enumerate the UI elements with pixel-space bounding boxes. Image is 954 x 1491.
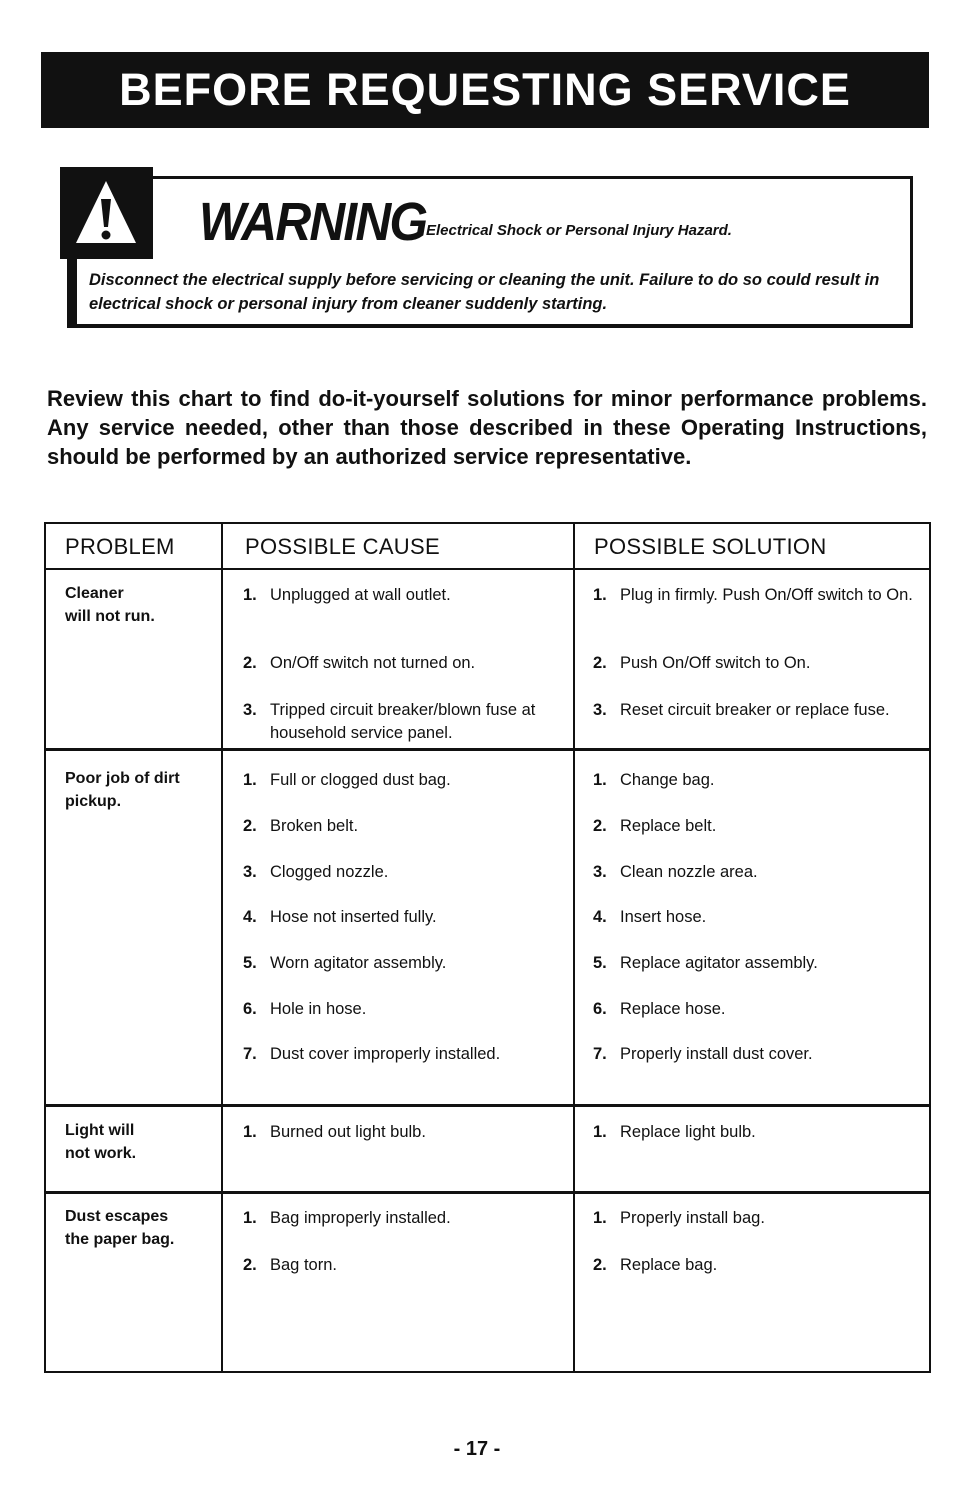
solution-item-text: Replace belt. bbox=[620, 817, 717, 835]
cause-item-number: 7. bbox=[243, 1045, 257, 1063]
cause-item-text: Tripped circuit breaker/blown fuse at household service panel. bbox=[270, 701, 536, 742]
intro-paragraph: Review this chart to find do-it-yourself solutions for minor performance problems. Any service needed, other than those described in these Operating Instructions, should be performed by an authorized service representative. bbox=[47, 386, 927, 469]
solution-item-number: 1. bbox=[593, 586, 607, 604]
header-solution: POSSIBLE SOLUTION bbox=[594, 534, 827, 559]
solution-item bbox=[593, 1254, 923, 1277]
cause-item bbox=[243, 584, 553, 607]
cause-item bbox=[243, 952, 553, 975]
solution-item-text: Insert hose. bbox=[620, 908, 707, 926]
cause-item bbox=[243, 1043, 553, 1066]
solution-item bbox=[593, 998, 923, 1021]
header-problem: PROBLEM bbox=[65, 534, 175, 559]
solution-item-number: 1. bbox=[593, 771, 607, 789]
cause-item bbox=[243, 699, 553, 745]
solution-item-text: Replace hose. bbox=[620, 1000, 726, 1018]
solution-item-text: Properly install dust cover. bbox=[620, 1045, 813, 1063]
row-divider bbox=[46, 748, 929, 751]
solution-item-number: 7. bbox=[593, 1045, 607, 1063]
cause-item bbox=[243, 998, 553, 1021]
problem-cell: Dust escapes the paper bag. bbox=[65, 1208, 175, 1248]
page-title: BEFORE REQUESTING SERVICE bbox=[41, 52, 929, 128]
cause-item-text: Hole in hose. bbox=[270, 1000, 367, 1018]
cause-item-number: 3. bbox=[243, 863, 257, 881]
solution-item bbox=[593, 1121, 923, 1144]
solution-item-text: Change bag. bbox=[620, 771, 715, 789]
cause-item-text: Bag improperly installed. bbox=[270, 1209, 451, 1227]
solution-item-number: 4. bbox=[593, 908, 607, 926]
solution-item-number: 2. bbox=[593, 1256, 607, 1274]
solution-item bbox=[593, 652, 923, 675]
warning-subtitle: Electrical Shock or Personal Injury Hazard. bbox=[426, 222, 732, 239]
solution-item-text: Replace agitator assembly. bbox=[620, 954, 818, 972]
cause-item-number: 3. bbox=[243, 701, 257, 719]
solution-item bbox=[593, 861, 923, 884]
solution-item bbox=[593, 1043, 923, 1066]
cause-item bbox=[243, 769, 553, 792]
solution-item-text: Clean nozzle area. bbox=[620, 863, 758, 881]
solution-item-number: 2. bbox=[593, 654, 607, 672]
cause-item-text: On/Off switch not turned on. bbox=[270, 654, 476, 672]
solution-item-text: Plug in firmly. Push On/Off switch to On. bbox=[620, 586, 913, 604]
cause-item-text: Clogged nozzle. bbox=[270, 863, 389, 881]
solution-item bbox=[593, 699, 923, 722]
warning-text: Disconnect the electrical supply before servicing or cleaning the unit. Failure to do so could result in electrical shock or personal injury from cleaner suddenly starting. bbox=[89, 271, 880, 313]
header-cause: POSSIBLE CAUSE bbox=[245, 534, 440, 559]
cause-item bbox=[243, 861, 553, 884]
solution-item bbox=[593, 815, 923, 838]
row-divider bbox=[46, 1104, 929, 1107]
cause-item bbox=[243, 1254, 553, 1277]
cause-item-number: 5. bbox=[243, 954, 257, 972]
cause-item-number: 1. bbox=[243, 771, 257, 789]
solution-item bbox=[593, 952, 923, 975]
troubleshooting-table bbox=[44, 522, 931, 1373]
cause-item-text: Burned out light bulb. bbox=[270, 1123, 426, 1141]
cause-item-number: 2. bbox=[243, 817, 257, 835]
solution-item-text: Properly install bag. bbox=[620, 1209, 765, 1227]
solution-item bbox=[593, 769, 923, 792]
column-divider bbox=[573, 524, 575, 1371]
cause-item-text: Bag torn. bbox=[270, 1256, 337, 1274]
problem-cell: Poor job of dirt pickup. bbox=[65, 770, 180, 810]
cause-item-text: Broken belt. bbox=[270, 817, 359, 835]
problem-cell: Cleaner will not run. bbox=[65, 585, 155, 625]
solution-item-number: 6. bbox=[593, 1000, 607, 1018]
cause-item-number: 4. bbox=[243, 908, 257, 926]
solution-item-text: Reset circuit breaker or replace fuse. bbox=[620, 701, 890, 719]
solution-item bbox=[593, 584, 923, 607]
warning-icon-box bbox=[60, 167, 153, 259]
problem-cell: Light will not work. bbox=[65, 1122, 137, 1162]
solution-item-number: 3. bbox=[593, 701, 607, 719]
solution-item-text: Replace bag. bbox=[620, 1256, 718, 1274]
cause-item-text: Dust cover improperly installed. bbox=[270, 1045, 501, 1063]
cause-item-number: 2. bbox=[243, 654, 257, 672]
cause-item-number: 6. bbox=[243, 1000, 257, 1018]
header-divider bbox=[46, 568, 929, 570]
solution-item-number: 5. bbox=[593, 954, 607, 972]
row-divider bbox=[46, 1191, 929, 1194]
solution-item-number: 3. bbox=[593, 863, 607, 881]
cause-item-text: Unplugged at wall outlet. bbox=[270, 586, 451, 604]
warning-triangle-icon bbox=[73, 177, 139, 247]
column-divider bbox=[221, 524, 223, 1371]
cause-item-text: Hose not inserted fully. bbox=[270, 908, 437, 926]
solution-item bbox=[593, 1207, 923, 1230]
cause-item bbox=[243, 652, 553, 675]
warning-heading: WARNING bbox=[199, 192, 427, 252]
cause-item-number: 1. bbox=[243, 1123, 257, 1141]
cause-item-number: 2. bbox=[243, 1256, 257, 1274]
solution-item-text: Replace light bulb. bbox=[620, 1123, 756, 1141]
solution-item-text: Push On/Off switch to On. bbox=[620, 654, 811, 672]
solution-item-number: 2. bbox=[593, 817, 607, 835]
page-number: - 17 - bbox=[453, 1438, 501, 1460]
cause-item-number: 1. bbox=[243, 586, 257, 604]
cause-item bbox=[243, 1207, 553, 1230]
cause-item bbox=[243, 906, 553, 929]
cause-item-text: Worn agitator assembly. bbox=[270, 954, 447, 972]
cause-item-text: Full or clogged dust bag. bbox=[270, 771, 451, 789]
cause-item bbox=[243, 1121, 553, 1144]
solution-item-number: 1. bbox=[593, 1209, 607, 1227]
cause-item bbox=[243, 815, 553, 838]
cause-item-number: 1. bbox=[243, 1209, 257, 1227]
solution-item-number: 1. bbox=[593, 1123, 607, 1141]
solution-item bbox=[593, 906, 923, 929]
